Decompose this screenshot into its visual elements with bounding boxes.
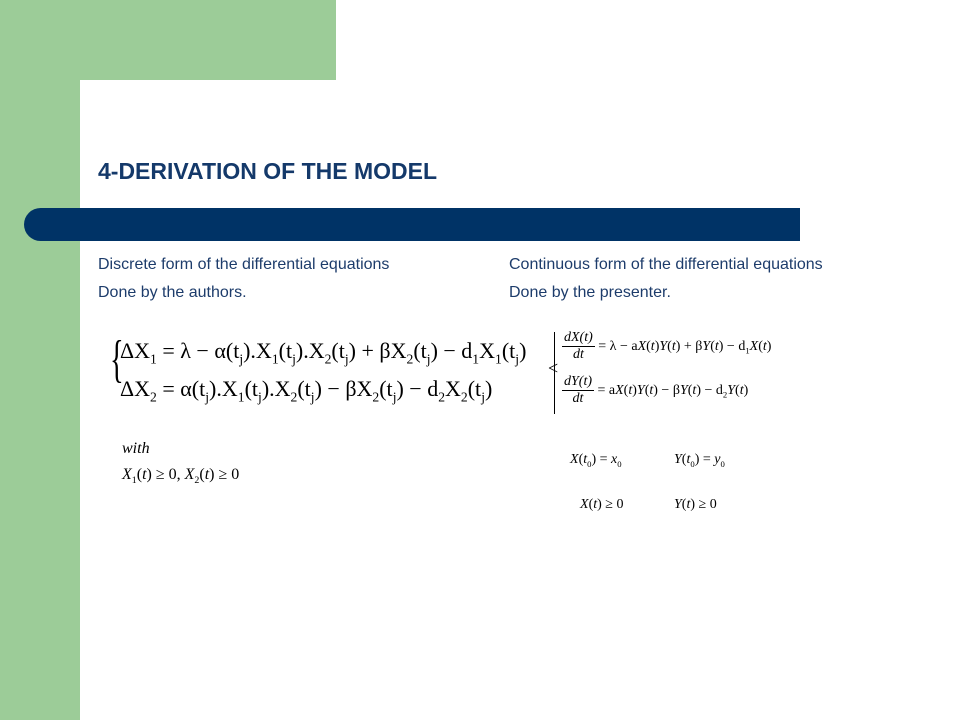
green-top-band: [0, 0, 336, 80]
title-underline-bar: [24, 208, 800, 241]
right-column-heading: Continuous form of the differential equations: [509, 256, 823, 273]
left-column-heading: Discrete form of the differential equations: [98, 256, 390, 273]
left-column-subheading: Done by the authors.: [98, 284, 247, 301]
right-column-subheading: Done by the presenter.: [509, 284, 671, 301]
green-side-band: [0, 0, 80, 720]
slide-title: 4-DERIVATION OF THE MODEL: [98, 158, 438, 184]
